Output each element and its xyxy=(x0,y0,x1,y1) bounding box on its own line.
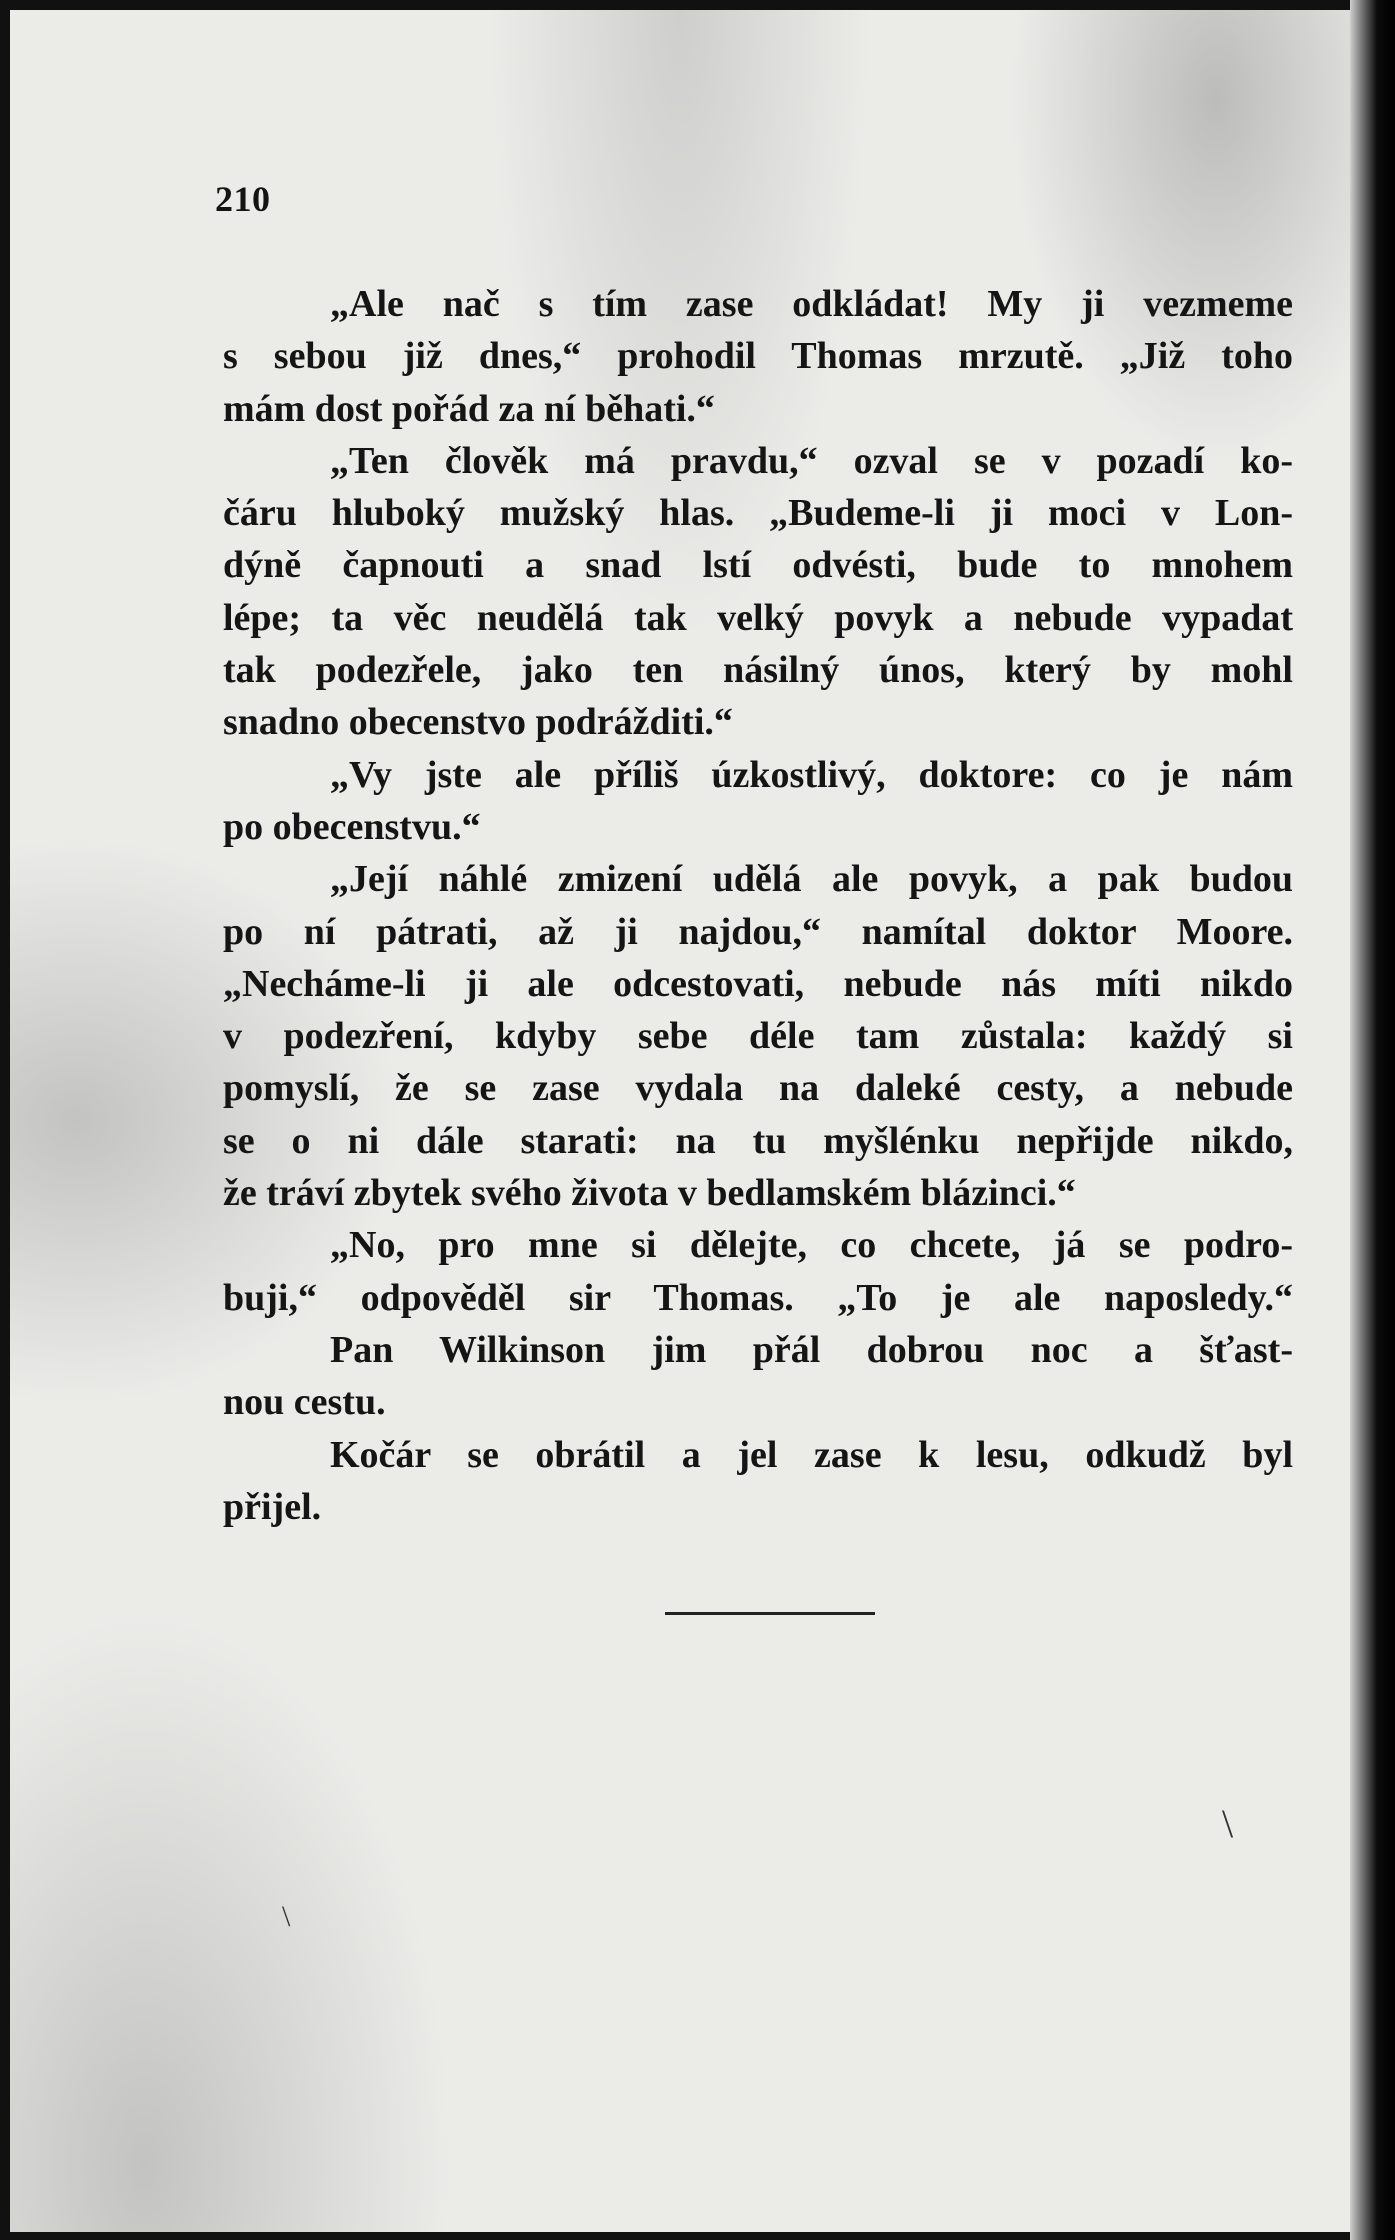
text-line: po obecenstvu.“ xyxy=(223,805,481,848)
body-text xyxy=(223,278,1293,1533)
text-line: pomyslí, že se zase vydala na daleké cesty, a nebude xyxy=(223,1067,1293,1110)
text-line: „Ten člověk má pravdu,“ ozval se v pozadí ko- xyxy=(330,439,1293,482)
page-edge-shadow xyxy=(1350,0,1395,2240)
text-line: nou cestu. xyxy=(223,1381,386,1424)
text-line: buji,“ odpověděl sir Thomas. „To je ale naposledy.“ xyxy=(223,1276,1293,1319)
text-line: lépe; ta věc neudělá tak velký povyk a nebude vypadat xyxy=(223,596,1293,639)
text-line: snadno obecenstvo podrážditi.“ xyxy=(223,701,733,744)
text-line: mám dost pořád za ní běhati.“ xyxy=(223,387,715,430)
text-line: s sebou již dnes,“ prohodil Thomas mrzutě. „Již toho xyxy=(223,335,1293,378)
text-line: Pan Wilkinson jim přál dobrou noc a šťast- xyxy=(330,1328,1293,1371)
text-line: přijel. xyxy=(223,1485,322,1528)
section-end-rule xyxy=(665,1612,875,1615)
text-line: „Necháme-li ji ale odcestovati, nebude nás míti nikdo xyxy=(223,962,1293,1005)
text-line: „No, pro mne si dělejte, co chcete, já se podro- xyxy=(330,1224,1293,1267)
text-line: že tráví zbytek svého života v bedlamském blázinci.“ xyxy=(223,1172,1076,1215)
text-line: se o ni dále starati: na tu myšlénku nepřijde nikdo, xyxy=(223,1119,1293,1162)
text-line: v podezření, kdyby sebe déle tam zůstala: každý si xyxy=(223,1015,1293,1058)
text-line: Kočár se obrátil a jel zase k lesu, odkudž byl xyxy=(330,1433,1293,1476)
text-line: „Její náhlé zmizení udělá ale povyk, a pak budou xyxy=(330,858,1293,901)
text-line: „Vy jste ale příliš úzkostlivý, doktore: co je nám xyxy=(330,753,1293,796)
text-line: tak podezřele, jako ten násilný únos, který by mohl xyxy=(223,649,1293,692)
text-line: dýně čapnouti a snad lstí odvésti, bude to mnohem xyxy=(223,544,1293,587)
ink-speck: \ xyxy=(282,1900,291,1933)
text-line: „Ale nač s tím zase odkládat! My ji vezmeme xyxy=(330,283,1293,325)
page-number: 210 xyxy=(215,179,271,219)
text-line: čáru hluboký mužský hlas. „Budeme-li ji moci v Lon- xyxy=(223,492,1293,535)
text-line: po ní pátrati, až ji najdou,“ namítal doktor Moore. xyxy=(223,910,1293,953)
ink-speck: \ xyxy=(1222,1801,1234,1846)
